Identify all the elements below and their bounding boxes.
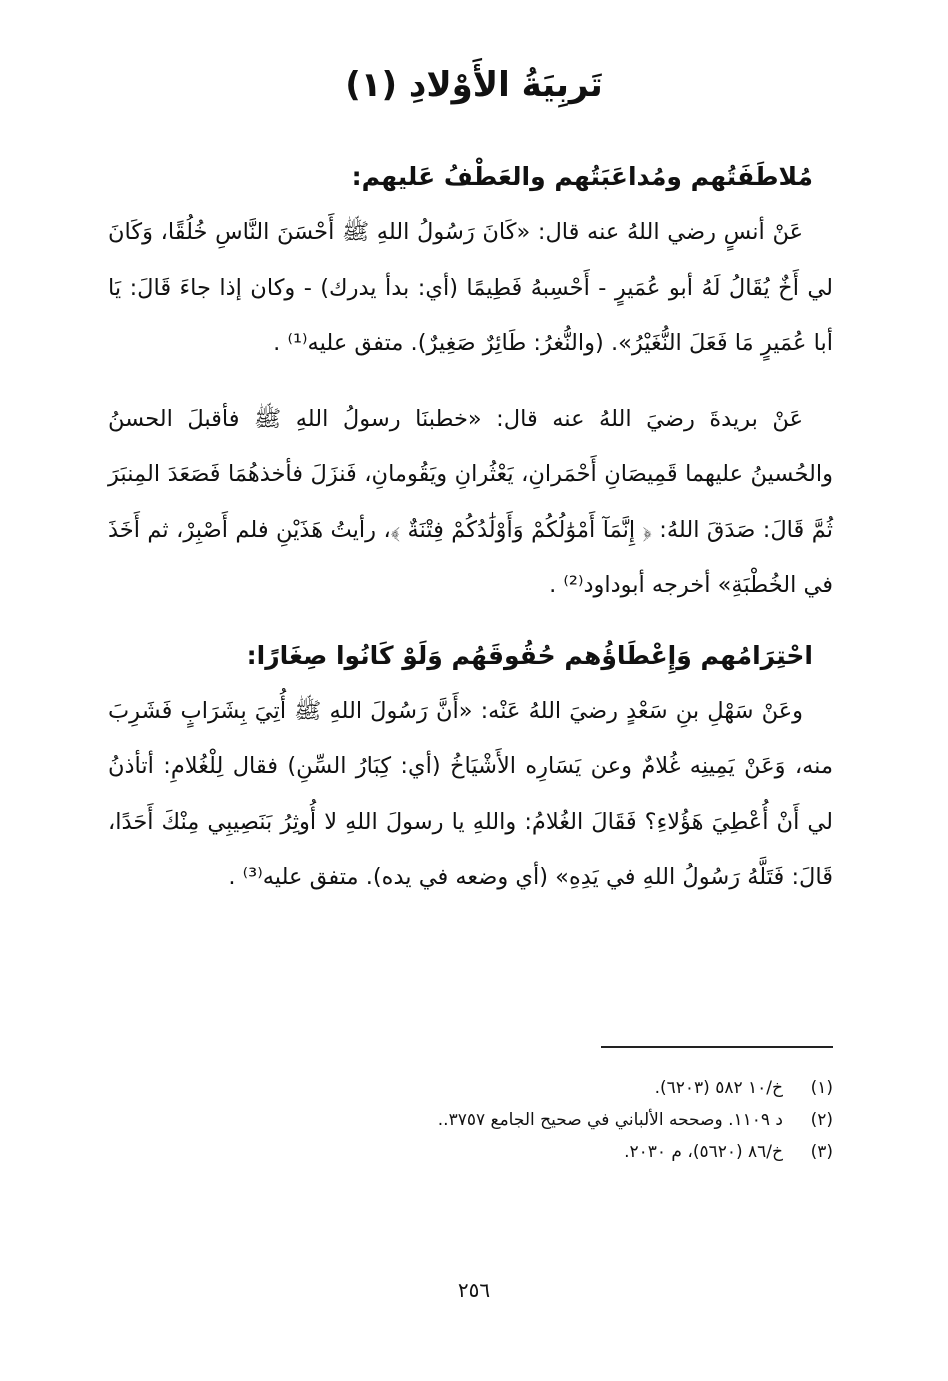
- footnote-text: خ/٨٦ (٥٦٢٠)، م ٢٠٣٠.: [624, 1142, 783, 1162]
- page-title: تَربِيَةُ الأَوْلادِ (١): [345, 65, 603, 105]
- footnote-number: (٢): [810, 1110, 833, 1130]
- footnote-3: [108, 1136, 833, 1168]
- footnote-text: خ/١٠ ٥٨٢ (٦٢٠٣).: [654, 1078, 783, 1098]
- footnote-2: [108, 1104, 833, 1136]
- footnote-separator: [601, 1046, 833, 1048]
- hadith-sahl: وعَنْ سَهْلِ بنِ سَعْدٍ رضيَ اللهُ عَنْه: «أَنَّ رَسُولَ اللهِ ﷺ أُتِيَ بِشَرَابٍ فَشَرِبَ منه، وَعَنْ يَمِينِه غُلامٌ وعن يَسَارِه الأَشْيَاخُ (أي: كِبَارُ السِّنِ) فقال لِلْغُلامِ: أتأذنُ لي أَنْ أُعْطِيَ هَؤُلاءِ؟ فَقَالَ الغُلامُ: واللهِ يا رسولَ اللهِ لا أُوثِرُ بَنَصِيبِي مِنْكَ أَحَدًا، قَالَ: فَتَلَّهُ رَسُولُ اللهِ في يَدِهِ» (أي وضعه في يده). متفق عليه⁽³⁾ .: [108, 697, 833, 890]
- hadith-buraydah: عَنْ بريدةَ رضيَ اللهُ عنه قال: «خطبنَا رسولُ اللهِ ﷺ فأقبلَ الحسنُ والحُسينُ عليهما قَمِيصَانِ أَحْمَرانِ، يَعْثُرانِ ويَقُومانِ، فَنزَلَ فأخذهُمَا فَصَعَدَ المِنبَرَ ثُمَّ قَالَ: صَدَقَ اللهُ: ﴿ إِنَّمَآ أَمْوَٰلُكُمْ وَأَوْلَٰدُكُمْ فِتْنَةٌ ﴾، رأيتُ هَذَيْنِ فلم أَصْبِرْ، ثم أَخَذَ في الخُطْبَةِ» أخرجه أبوداود⁽²⁾ .: [108, 405, 833, 598]
- footnote-1: [108, 1072, 833, 1104]
- footnotes: [108, 1072, 833, 1168]
- page-body: [108, 155, 833, 926]
- footnote-text: د ١١٠٩. وصححه الألباني في صحيح الجامع ٣٧٥٧..: [437, 1110, 783, 1130]
- footnote-number: (٣): [810, 1142, 833, 1162]
- page-number: ٢٥٦: [457, 1278, 491, 1302]
- hadith-anas: عَنْ أنسٍ رضي اللهُ عنه قال: «كَانَ رَسُولُ اللهِ ﷺ أَحْسَنَ النَّاسِ خُلُقًا، وَكَانَ لي أَخٌ يُقَالُ لَهُ أبو عُمَيرٍ - أَحْسِبهُ فَطِيمًا (أي: بدأ يدرك) - وكان إذا جاءَ قَالَ: يَا أبا عُمَيرٍ مَا فَعَلَ النُّغَيْرُ». (والنُّغرُ: طَائِرٌ صَغِيرٌ). متفق عليه⁽¹⁾ .: [108, 219, 833, 356]
- footnote-number: (١): [810, 1078, 833, 1098]
- section-heading-kindness: مُلاطَفَتُهم ومُداعَبَتُهم والعَطْفُ عَليهم:: [351, 162, 813, 191]
- section-heading-respect: احْتِرَامُهم وَإِعْطَاؤُهم حُقُوقَهُم وَلَوْ كَانُوا صِغَارًا:: [246, 640, 813, 670]
